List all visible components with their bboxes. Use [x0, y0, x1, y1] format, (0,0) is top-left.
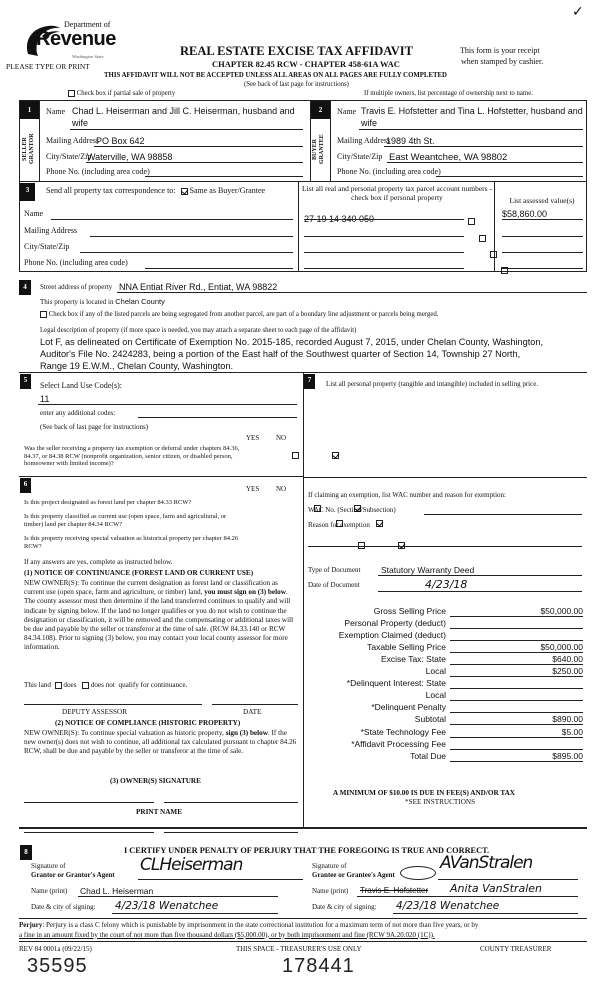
qualify-label: qualify for continuance.: [118, 681, 188, 689]
grantee-date-field[interactable]: 4/23/18 Wenatchee: [396, 900, 500, 912]
buyer-phone-field[interactable]: [436, 176, 583, 177]
date-label: DATE: [243, 708, 262, 716]
additional-codes-field[interactable]: [138, 417, 297, 418]
grantee-signature[interactable]: AVanStralen: [440, 853, 533, 873]
buyer-name-underline: [359, 129, 583, 130]
assessed-divider: [494, 182, 495, 272]
assessed-header: List assessed value(s): [509, 196, 575, 205]
doc-type-label: Type of Document: [308, 566, 361, 574]
section-8-bottom-rule: [19, 918, 587, 919]
owner-signature-label: (3) OWNER(S) SIGNATURE: [110, 777, 201, 785]
exemption-yes-checkbox[interactable]: [292, 452, 299, 459]
parcel-personal-checkbox-2[interactable]: [479, 235, 486, 242]
total-value[interactable]: $895.00: [450, 751, 583, 762]
grantee-sig-label-2: Grantee or Grantee's Agent: [312, 871, 395, 879]
parcel-number-2[interactable]: [304, 236, 464, 237]
grantee-signature-line: [438, 879, 578, 880]
personal-property-label: List all personal property (tangible and intangible) included in selling price.: [326, 380, 539, 388]
buyer-grantee-label: BUYER GRANTEE: [312, 134, 325, 164]
wac-label: WAC No. (Section/Subsection): [308, 506, 396, 514]
notice-2-title: (2) NOTICE OF COMPLIANCE (HISTORIC PROPERTY): [55, 719, 241, 727]
completion-warning: THIS AFFIDAVIT WILL NOT BE ACCEPTED UNLESS ALL AREAS ON ALL PAGES ARE FULLY COMPLETED: [104, 72, 447, 79]
section-6-no-header: NO: [276, 485, 287, 493]
doc-type-underline: [378, 575, 582, 576]
does-label: does: [63, 681, 77, 689]
total-value[interactable]: $5.00: [450, 727, 583, 738]
parcel-number-3[interactable]: [304, 252, 464, 253]
grantor-name-label: Name (print): [31, 887, 68, 895]
print-name-field-1[interactable]: [24, 832, 154, 833]
total-label: Gross Selling Price: [373, 606, 446, 616]
section-5-6-rule: [19, 476, 303, 477]
notice-1-title: (1) NOTICE OF CONTINUANCE (FOREST LAND OR CURRENT USE): [24, 569, 254, 577]
grantee-name-underline: [357, 896, 578, 897]
deputy-assessor-date[interactable]: [212, 704, 298, 705]
exemption-reason-label: Reason for exemption: [308, 521, 370, 529]
parcel-personal-checkbox-1[interactable]: [468, 218, 475, 225]
logo-state-text: Washington State: [72, 54, 104, 59]
land-use-code-field[interactable]: 11: [40, 394, 50, 404]
assessed-underline-1: [502, 219, 583, 220]
section-6-badge: 6: [20, 478, 31, 493]
notice-1-text-b: . The county assessor must then determine if the land transferred continues to qualify and will indicate by signing below. If the land no longer qualifies or you do not wish to continue the designation or classification, it will be removed and the compensating or additional taxes will be due and payable by the seller or transferor at the time of sale. (RCW 84.33.140 or RCW 84.34.108). Prior to signing (3) below, you may contact your local county assessor for more information.: [24, 588, 294, 652]
perjury-certification: I CERTIFY UNDER PENALTY OF PERJURY THAT THE FOREGOING IS TRUE AND CORRECT.: [124, 846, 490, 855]
seller-grantor-label: SELLER GRANTOR: [22, 133, 35, 165]
grantor-date-label: Date & city of signing:: [31, 903, 96, 911]
buyer-mailing-underline: [384, 146, 583, 147]
notice-2-text-a: NEW OWNER(S): To continue special valuation as historic property,: [24, 729, 226, 737]
seller-name-label: Name: [46, 107, 66, 116]
doc-date-label: Date of Document: [308, 581, 360, 589]
section-6-yes-header: YES: [246, 485, 260, 493]
total-label: Exemption Claimed (deduct): [338, 630, 446, 640]
parcel-row-1: [304, 209, 374, 227]
partial-sale-checkbox[interactable]: [68, 90, 75, 97]
deputy-assessor-label: DEPUTY ASSESSOR: [62, 708, 128, 716]
county-prefix: This property is located in: [40, 298, 114, 306]
parcel-divider: [298, 182, 299, 272]
seller-phone-label: Phone No. (including area code): [46, 167, 150, 176]
see-back-note: (See back of last page for instructions): [244, 81, 349, 88]
grantee-name-handwritten[interactable]: Anita VanStralen: [450, 882, 542, 895]
same-as-buyer-label: Same as Buyer/Grantee: [189, 186, 266, 195]
agent-circle-mark: [400, 866, 436, 880]
corr-name-field[interactable]: [51, 219, 293, 220]
total-label: Local: [425, 666, 446, 676]
section-8-badge: 8: [20, 845, 32, 860]
historic-question: Is this property receiving special valuation as historical property per chapter 84.26 RCW?: [24, 535, 239, 550]
if-yes-note: If any answers are yes, complete as instructed below.: [24, 558, 173, 566]
partial-sale-label: Check box if partial sale of property: [76, 90, 176, 98]
buyer-city-label: City/State/Zip: [337, 152, 383, 161]
handwritten-number-2: 178441: [282, 955, 355, 977]
land-use-code-underline: [38, 404, 297, 405]
legal-description[interactable]: [40, 336, 600, 372]
buyer-phone-label: Phone No. (including area code): [337, 167, 441, 176]
owner-signature-field-2[interactable]: [164, 802, 298, 803]
section-4-badge: 4: [19, 280, 31, 295]
parcel-personal-checkbox-3[interactable]: [490, 251, 497, 258]
legal-description-label: Legal description of property (if more space is needed, you may attach a separate sheet to each page of the affidavit): [40, 327, 357, 334]
receipt-note-1: This form is your receipt: [460, 46, 540, 55]
corr-city-label: City/State/Zip: [24, 242, 70, 251]
corner-checkmark: ✓: [572, 4, 584, 20]
seller-name-line1[interactable]: Chad L. Heiserman and Jill C. Heiserman, husband and: [72, 106, 295, 116]
total-value[interactable]: $50,000.00: [450, 606, 583, 617]
seller-city-label: City/State/Zip: [46, 152, 92, 161]
total-label: Total Due: [410, 751, 446, 761]
total-value[interactable]: $890.00: [450, 714, 583, 725]
land-use-label: Select Land Use Code(s):: [40, 381, 122, 390]
footer-rule: [19, 941, 587, 942]
doc-date-underline: [378, 591, 582, 592]
notice-1-text-a: NEW OWNER(S): To continue the current designation as forest land or classification as current use (open space, farm and agriculture, or timber) land,: [24, 579, 278, 597]
logo-dept-text: Department of: [64, 20, 111, 29]
corr-mailing-field[interactable]: [90, 236, 293, 237]
land-use-see-back: (See back of last page for instructions): [40, 423, 149, 431]
seller-name-line2[interactable]: wife: [72, 118, 89, 128]
wac-field[interactable]: [424, 514, 582, 515]
correspondence-option[interactable]: [46, 186, 265, 195]
notice-2-body: [24, 729, 300, 757]
grantor-date-underline: [112, 913, 278, 914]
seller-city-underline: [86, 162, 303, 163]
partial-sale-option[interactable]: [68, 90, 175, 97]
legal-line-1: Lot F, as delineated on Certificate of Exemption No. 2015-185, recorded August 7, 2015, under Chelan County, Washington,: [40, 337, 544, 347]
buyer-city-field[interactable]: East Weantchee, WA 98802: [389, 152, 508, 163]
lower-column-divider: [303, 372, 304, 827]
total-value[interactable]: [450, 630, 583, 641]
street-field[interactable]: NNA Entiat River Rd., Entiat, WA 98822: [119, 282, 278, 292]
current-use-question: Is this property classified as current use (open space, farm and agricultural, or timber) land per chapter 84.34 RCW?: [24, 513, 227, 528]
section-2-badge: 2: [311, 101, 330, 119]
total-label: Subtotal: [414, 714, 446, 724]
owner-signature-field-1[interactable]: [24, 802, 154, 803]
notice-2-text-b: . If the new owner(s) does not wish to continue, all additional tax calculated pursuant to chapter 84.26 RCW, shall be due and payable by the seller or transferor at the time of sale.: [24, 729, 297, 756]
grantor-signature[interactable]: CLHeiserman: [140, 855, 243, 875]
county-field[interactable]: Chelan County: [115, 297, 165, 306]
total-value[interactable]: [450, 702, 583, 713]
segregated-label: Check box if any of the listed parcels are being segregated from another parcel, are part of a boundary line adjustment or parcels being merged.: [48, 311, 439, 319]
land-use-no-header: NO: [276, 434, 287, 442]
form-subtitle: CHAPTER 82.45 RCW - CHAPTER 458-61A WAC: [212, 59, 400, 69]
exemption-reason-field[interactable]: [308, 546, 582, 547]
additional-codes-label: enter any additional codes:: [40, 409, 116, 417]
parcel-underline-1: [304, 219, 464, 220]
street-underline: [117, 292, 587, 293]
print-name-field-2[interactable]: [164, 832, 298, 833]
does-not-label: does not: [90, 681, 115, 689]
print-name-label: PRINT NAME: [136, 808, 182, 816]
minimum-due-note: A MINIMUM OF $10.00 IS DUE IN FEE(S) AND/OR TAX: [333, 789, 515, 797]
doc-type-field[interactable]: Statutory Warranty Deed: [381, 565, 475, 575]
total-label: *State Technology Fee: [360, 727, 446, 737]
corr-mailing-label: Mailing Address: [24, 226, 78, 235]
grantor-date-field[interactable]: 4/23/18 Wenatchee: [115, 900, 219, 912]
current-use-no-checkbox[interactable]: [376, 520, 383, 527]
grantee-name-struck[interactable]: Travis E. Hofstetter: [360, 886, 429, 895]
total-label: Excise Tax: State: [380, 654, 446, 664]
notice-1-body: [24, 579, 300, 653]
treasurer-use-note: THIS SPACE - TREASURER'S USE ONLY: [236, 945, 362, 953]
exemption-claim-label: If claiming an exemption, list WAC number and reason for exemption:: [308, 491, 506, 499]
does-not-qualify-checkbox[interactable]: [82, 682, 89, 689]
total-label: *Delinquent Interest: State: [346, 678, 446, 688]
segregated-option[interactable]: [40, 311, 439, 318]
section-3-badge: 3: [20, 183, 35, 201]
handwritten-number-1: 35595: [27, 955, 88, 977]
assessed-value-3[interactable]: [502, 252, 583, 253]
perjury-notice: [19, 921, 587, 940]
section-1-badge: 1: [20, 101, 39, 119]
section-5-badge: 5: [20, 374, 31, 389]
form-title: REAL ESTATE EXCISE TAX AFFIDAVIT: [180, 44, 413, 58]
county-treasurer-label: COUNTY TREASURER: [480, 945, 552, 953]
seller-side-divider: [39, 101, 40, 181]
total-label: Personal Property (deduct): [344, 618, 446, 628]
total-label: Local: [425, 690, 446, 700]
parcel-header: List all real and personal property tax parcel account numbers - check box if personal property: [302, 184, 492, 202]
grantor-sig-label-2: Grantor or Grantor's Agent: [31, 871, 115, 879]
deputy-assessor-signature[interactable]: [24, 704, 202, 705]
assessed-value-1[interactable]: $58,860.00: [502, 209, 548, 219]
county-line: [40, 297, 165, 306]
forest-land-question: Is this project designated as forest land per chapter 84.33 RCW?: [24, 499, 192, 506]
exemption-question: Was the seller receiving a property tax exemption or deferral under chapters 84.36, 84.37, or 84.38 RCW (nonprofit organization, senior citizen, or disabled person, homeowner with limited income)?: [24, 445, 240, 467]
total-label: *Delinquent Penalty: [371, 702, 446, 712]
grantor-sig-label-1: Signature of: [31, 862, 66, 870]
seller-phone-field[interactable]: [145, 176, 303, 177]
legal-line-2: Auditor's File No. 2424283, being a portion of the East half of the Southwest quarter of Section 14, Township 27 North,: [40, 349, 521, 359]
seller-city-field[interactable]: Waterville, WA 98858: [87, 152, 173, 162]
grantor-name-underline: [78, 896, 278, 897]
grantor-name-field[interactable]: Chad L. Heiserman: [80, 886, 154, 896]
section-8-top-rule: [19, 827, 587, 829]
perjury-bold-label: Perjury: [19, 921, 43, 929]
seller-name-underline: [70, 129, 303, 130]
seller-mailing-label: Mailing Address: [46, 136, 100, 145]
dor-logo: [22, 18, 127, 66]
perjury-line-2: a fine in an amount fixed by the court of not more than five thousand dollars ($5,000.00), or by both imprisonment and fine (RCW 9A.20.020 (1C)).: [19, 930, 435, 939]
seller-mailing-underline: [94, 146, 303, 147]
see-instructions-note: *SEE INSTRUCTIONS: [405, 798, 476, 806]
total-label: Taxable Selling Price: [367, 642, 446, 652]
grantor-signature-label: [31, 862, 115, 880]
doc-date-field[interactable]: 4/23/18: [425, 578, 468, 591]
buyer-mailing-field[interactable]: 1989 4th St.: [386, 136, 435, 146]
parcel-number-1[interactable]: 27 19 14 340 050: [304, 214, 375, 224]
exemption-no-checkbox[interactable]: [332, 452, 339, 459]
does-qualify-checkbox[interactable]: [55, 682, 62, 689]
this-land-label: This land: [24, 681, 51, 689]
correspondence-label: Send all property tax correspondence to:: [46, 186, 176, 195]
total-value[interactable]: $250.00: [450, 666, 583, 677]
notice-2-bold: sign (3) below: [225, 729, 268, 737]
perjury-line-1: : Perjury is a class C felony which is punishable by imprisonment in the state correctional institution for a maximum term of not more than five years, or by: [42, 921, 479, 929]
total-value[interactable]: [450, 678, 583, 689]
buyer-side-divider: [330, 101, 331, 181]
receipt-note-2: when stamped by cashier.: [461, 57, 544, 66]
section-7-rule: [303, 477, 587, 478]
buyer-mailing-label: Mailing Address: [337, 136, 391, 145]
total-label: *Affidavit Processing Fee: [351, 739, 446, 749]
street-label: Street address of property: [40, 283, 113, 291]
grantor-signature-line: [138, 879, 303, 880]
please-type-note: PLEASE TYPE OR PRINT: [6, 62, 90, 71]
buyer-city-underline: [387, 162, 583, 163]
assessed-value-2[interactable]: [502, 236, 583, 237]
notice-1-bold: you must sign on (3) below: [204, 588, 286, 597]
total-value[interactable]: [450, 618, 583, 629]
buyer-name-line1[interactable]: Travis E. Hofstetter and Tina L. Hofstetter, husband and: [361, 106, 583, 116]
corr-name-label: Name: [24, 209, 44, 218]
grantee-sig-label-1: Signature of: [312, 862, 347, 870]
corr-phone-field[interactable]: [145, 268, 293, 269]
buyer-name-line2[interactable]: wife: [361, 118, 378, 128]
total-value[interactable]: [450, 739, 583, 750]
parcel-number-4[interactable]: [304, 268, 464, 269]
legal-line-3: Range 19 E.W.M., Chelan County, Washington.: [40, 361, 234, 371]
logo-revenue-text: Revenue: [36, 28, 116, 50]
buyer-name-label: Name: [337, 107, 357, 116]
same-as-buyer-checkbox[interactable]: [181, 188, 188, 195]
grantee-name-label: Name (print): [312, 887, 349, 895]
corr-phone-label: Phone No. (including area code): [24, 258, 128, 267]
seller-mailing-field[interactable]: PO Box 642: [96, 136, 145, 146]
grantee-date-label: Date & city of signing:: [312, 903, 377, 911]
assessed-value-4[interactable]: [502, 268, 583, 269]
continuance-line: [24, 681, 187, 689]
total-value[interactable]: $640.00: [450, 654, 583, 665]
multiple-owners-note: If multiple owners, list percentage of ownership next to name.: [364, 90, 533, 97]
total-value[interactable]: $50,000.00: [450, 642, 583, 653]
total-value[interactable]: [450, 690, 583, 701]
grantee-signature-label: [312, 862, 395, 880]
land-use-yes-header: YES: [246, 434, 260, 442]
form-number: REV 84 0001a (09/22/15): [19, 945, 92, 953]
corr-city-field[interactable]: [80, 252, 293, 253]
section-7-badge: 7: [304, 374, 315, 389]
grantee-date-underline: [393, 913, 578, 914]
segregated-checkbox[interactable]: [40, 311, 47, 318]
